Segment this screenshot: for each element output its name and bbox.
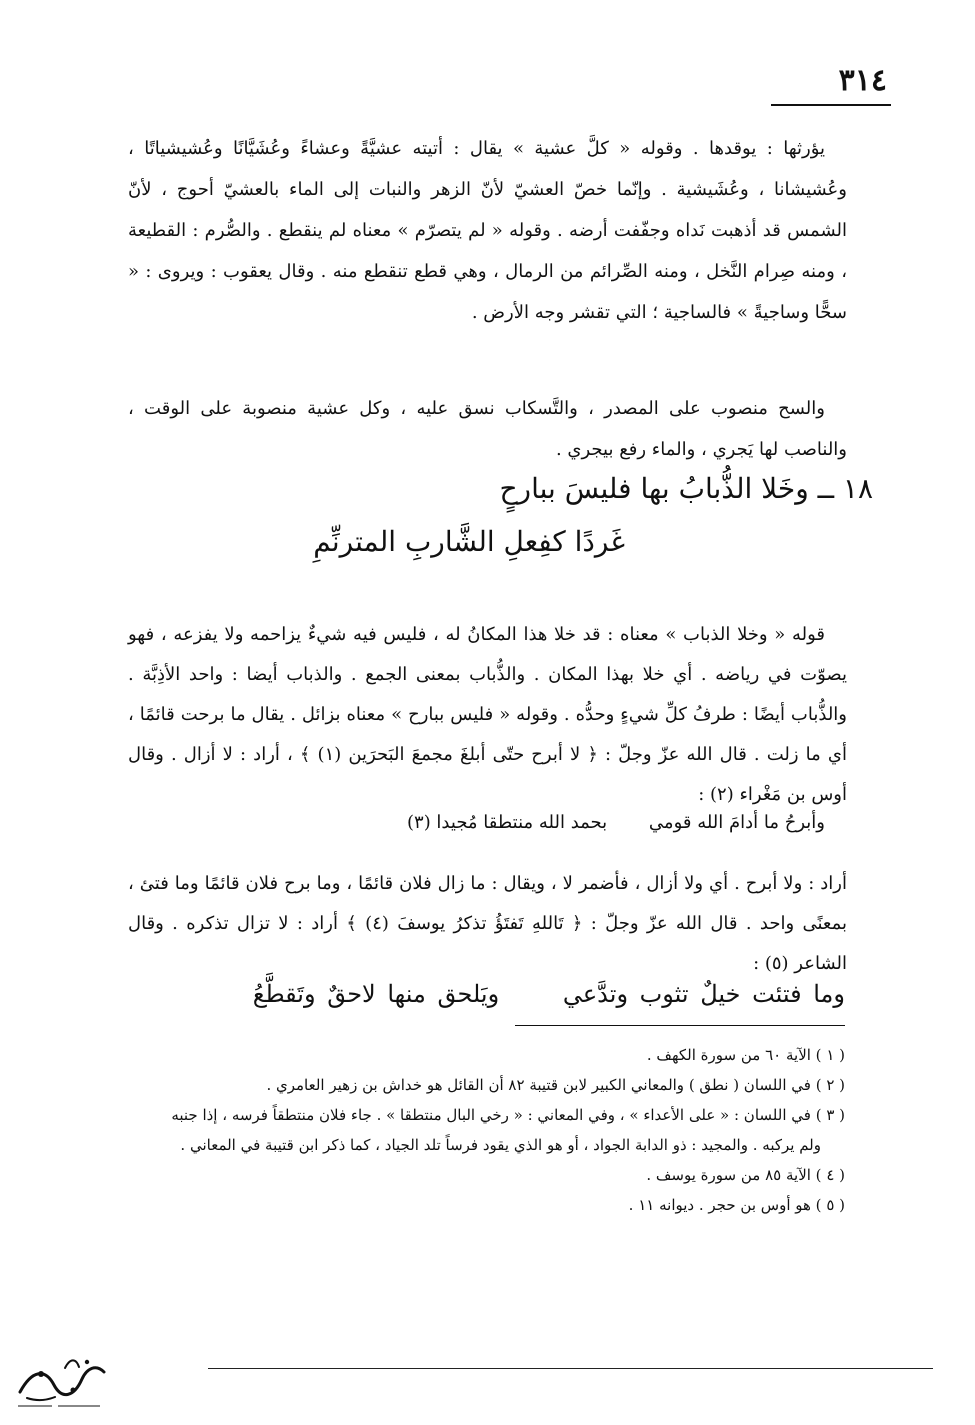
paragraph-4: أراد : ولا أبرح . أي ولا أزال ، فأضمر لا ، ويقال : ما زال فلان قائمًا ، وما برح فلان قائمًا وما فتئ ، بمعنًى واحد . قال الله عزّ وجلّ : ﴿ تَاللهِ تَفتَؤُ تذكرُ يوسفَ (٤) ﴾ أراد : لا تزال تذكره . وقال الشاعر (٥) : (128, 873, 848, 974)
footnote-rule (515, 1025, 845, 1026)
inline-verse-hemistich-1: وأبرحُ ما أدامَ الله قومي (648, 812, 825, 833)
paragraph-2: والسح منصوب على المصدر ، والتَّسكاب نسق عليه ، وكل عشية منصوبة على الوقت ، والناصب لها يَجري ، والماء رفع بيجري . (128, 398, 847, 460)
bottom-rule (208, 1368, 933, 1369)
header-rule (771, 104, 891, 106)
footnote-5: ( ٥ ) هو أوس بن حجر . ديوانه ١١ . (628, 1196, 845, 1214)
paragraph-3: قوله « وخلا الذباب » معناه : قد خلا هذا المكانُ له ، فليس فيه شيءٌ يزاحمه ولا يفزعه ، فهو يصوّت في رياضه . أي خلا بهذا المكان . والذُّباب بمعنى الجمع . والذباب أيضا : واحد الأذِبَّة . والذُّباب أيضًا : طرفُ كلِّ شيءٍ وحدُّه . وقوله « فليس ببارح » معناه بزائل . يقال ما برحت قائمًا ، أي ما زلت . قال الله عزّ وجلّ : ﴿ لا أبرح حتّى أبلغَ مجمعَ البَحرَين (١) ﴾ ، أراد : لا أزال . وقال أوس بن مَغْراء (٢) : (128, 624, 847, 805)
verse-line-2: غَردًا كفِعلِ الشَّاربِ المترنِّمِ (313, 525, 625, 558)
inline-verse (371, 812, 825, 833)
footnote-4: ( ٤ ) الآية ٨٥ من سورة يوسف . (646, 1166, 845, 1184)
closing-verse-hemistich-1: وما فتئت خيلٌ تثوب وتدَّعي (562, 980, 845, 1008)
footnote-3: ( ٣ ) في اللسان : « على الأعداء » ، وفي المعاني : « رخي البال منتطقا » . جاء فلان منتطقاً فرسه ، إذا جنبه (171, 1106, 845, 1124)
calligraphic-stamp-icon (10, 1350, 110, 1412)
page-number: ٣١٤ (838, 63, 887, 98)
verse-line-1: ١٨ ــ وخَلا الذُّبابُ بها فليسَ ببارحٍ (499, 472, 873, 505)
page-header (777, 63, 887, 98)
inline-verse-hemistich-2: بحمد الله منتطقا مُجيدا (٣) (406, 812, 608, 833)
footnotes (112, 1040, 845, 1220)
footnote-3-continued: ولم يركبه . والمجيد : ذو الدابة الجواد ، أو هو الذي يقود فرساً تلد الجياد ، كما ذكر ابن قتيبة في المعاني . (180, 1136, 821, 1154)
closing-verse (201, 980, 845, 1008)
paragraph-1: يؤرثها : يوقدها . وقوله « كلَّ عشية » يقال : أتيته عشيَّةً وعشاءً وعُشَيَّانًا وعُشيشياتًا ، وعُشيشانا ، وعُشَيشية . وإنّما خصّ العشيّ لأنّ الزهر والنبات إلى الماء بالعشيّ أحوج ، لأنّ الشمس قد أذهبت نَداه وجفّفت أرضه . وقوله « لم يتصرّم » معناه لم ينقطع . والصُّرم : القطيعة ، ومنه صِرام النَّخل ، ومنه الصِّرائم من الرمال ، وهي قطع تنقطع منه . وقال يعقوب : ويروى : « سحًّا وساجيةً » فالساجية ؛ التي تقشر وجه الأرض . (128, 138, 847, 323)
footnote-1: ( ١ ) الآية ٦٠ من سورة الكهف . (646, 1046, 845, 1064)
closing-verse-hemistich-2: ويَلحق منها لاحقٌ وتَقطَّعُ (252, 980, 500, 1008)
footnote-2: ( ٢ ) في اللسان ( نطق ) والمعاني الكبير لابن قتيبة ٨٢ أن القائل هو خداش بن زهير العامري . (266, 1076, 845, 1094)
